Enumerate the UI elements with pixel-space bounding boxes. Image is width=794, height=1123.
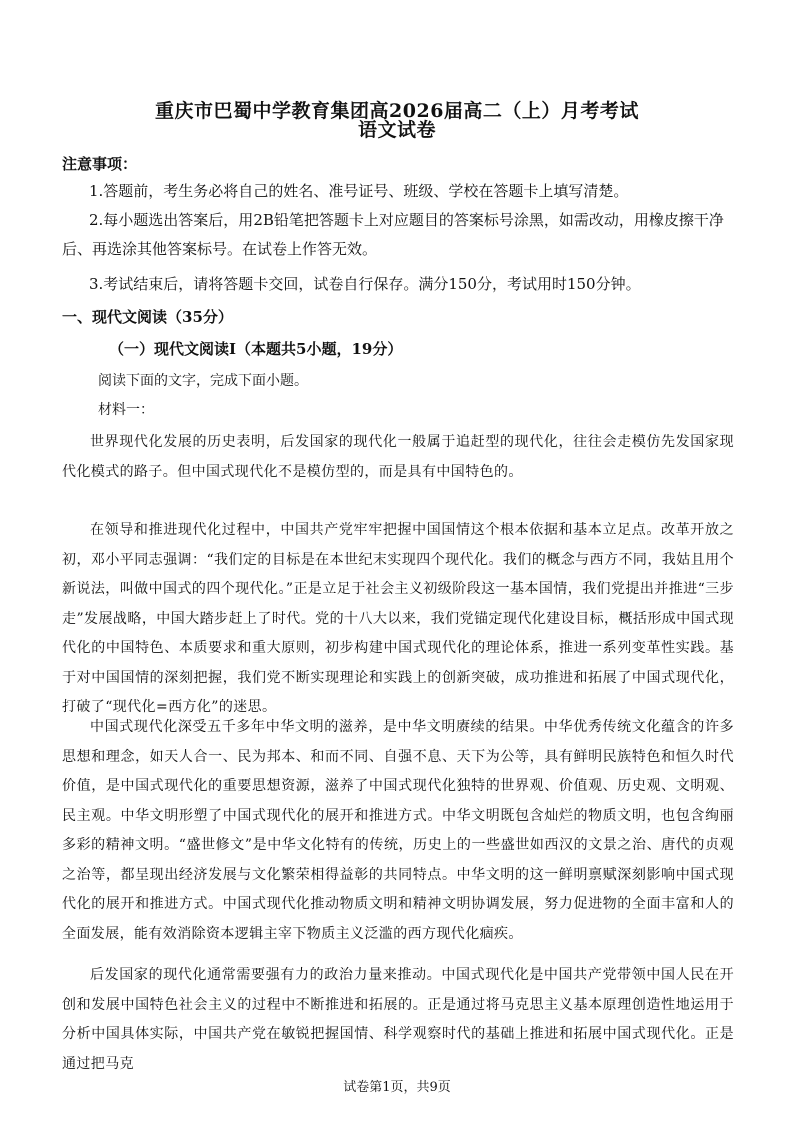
- notice-item-1: 1.答题前，考生务必将自己的姓名、准号证号、班级、学校在答题卡上填写清楚。: [89, 182, 629, 200]
- section-heading: 一、现代文阅读（35分）: [62, 308, 233, 326]
- passage-paragraph-1: 世界现代化发展的历史表明，后发国家的现代化一般属于追赶型的现代化，往往会走模仿先发国家现代化模式的路子。但中国式现代化不是模仿型的，而是具有中国特色的。: [62, 434, 734, 480]
- passage-paragraph-2: 在领导和推进现代化过程中，中国共产党牢牢把握中国国情这个根本依据和基本立足点。改革开放之初，邓小平同志强调：“我们定的目标是在本世纪末实现四个现代化。我们的概念与西方不同，我姑且用个新说法，叫做中国式的四个现代化。”正是立足于社会主义初级阶段这一基本国情，我们党提出并推进“三步走”发展战略，中国大踏步赶上了时代。党的十八大以来，我们党锚定现代化建设目标，概括形成中国式现代化的中国特色、本质要求和重大原则，初步构建中国式现代化的理论体系，推进一系列变革性实践。基于对中国国情的深刻把握，我们党不断实现理论和实践上的创新突破，成功推进和拓展了中国式现代化，打破了“现代化=西方化”的迷思。: [62, 522, 734, 715]
- passage-paragraph-4: 后发国家的现代化通常需要强有力的政治力量来推动。中国式现代化是中国共产党带领中国人民在开创和发展中国特色社会主义的过程中不断推进和拓展的。正是通过将马克思主义基本原理创造性地运用于分析中国具体实际，中国共产党在敏锐把握国情、科学观察时代的基础上推进和拓展中国式现代化。正是通过把马克: [62, 967, 734, 1072]
- notice-item-2: 2.每小题选出答案后，用2B铅笔把答题卡上对应题目的答案标号涂黑，如需改动，用橡皮擦干净后、再选涂其他答案标号。在试卷上作答无效。: [62, 211, 724, 258]
- exam-subtitle: 语文试卷: [357, 119, 436, 141]
- material-label: 材料一：: [98, 402, 154, 418]
- exam-title: 重庆市巴蜀中学教育集团高2026届高二（上）月考考试: [155, 100, 639, 122]
- notice-heading: 注意事项：: [62, 155, 138, 173]
- page-footer: 试卷第1页，共9页: [343, 1080, 451, 1095]
- reading-instruction: 阅读下面的文字，完成下面小题。: [98, 373, 308, 389]
- passage-paragraph-3: 中国式现代化深受五千多年中华文明的滋养，是中华文明赓续的结果。中华优秀传统文化蕴含的许多思想和理念，如天人合一、民为邦本、和而不同、自强不息、天下为公等，具有鲜明民族特色和恒久时代价值，是中国式现代化的重要思想资源，滋养了中国式现代化独特的世界观、价值观、历史观、文明观、民主观。中华文明形塑了中国式现代化的展开和推进方式。中华文明既包含灿烂的物质文明，也包含绚丽多彩的精神文明。“盛世修文”是中华文化特有的传统，历史上的一些盛世如西汉的文景之治、唐代的贞观之治等，都呈现出经济发展与文化繁荣相得益彰的共同特点。中华文明的这一鲜明禀赋深刻影响中国式现代化的展开和推进方式。中国式现代化推动物质文明和精神文明协调发展，努力促进物的全面丰富和人的全面发展，能有效消除资本逻辑主宰下物质主义泛滥的西方现代化痼疾。: [62, 719, 734, 942]
- notice-item-3: 3.考试结束后，请将答题卡交回，试卷自行保存。满分150分，考试用时150分钟。: [89, 275, 641, 293]
- subsection-heading: （一）现代文阅读I（本题共5小题，19分）: [109, 340, 403, 358]
